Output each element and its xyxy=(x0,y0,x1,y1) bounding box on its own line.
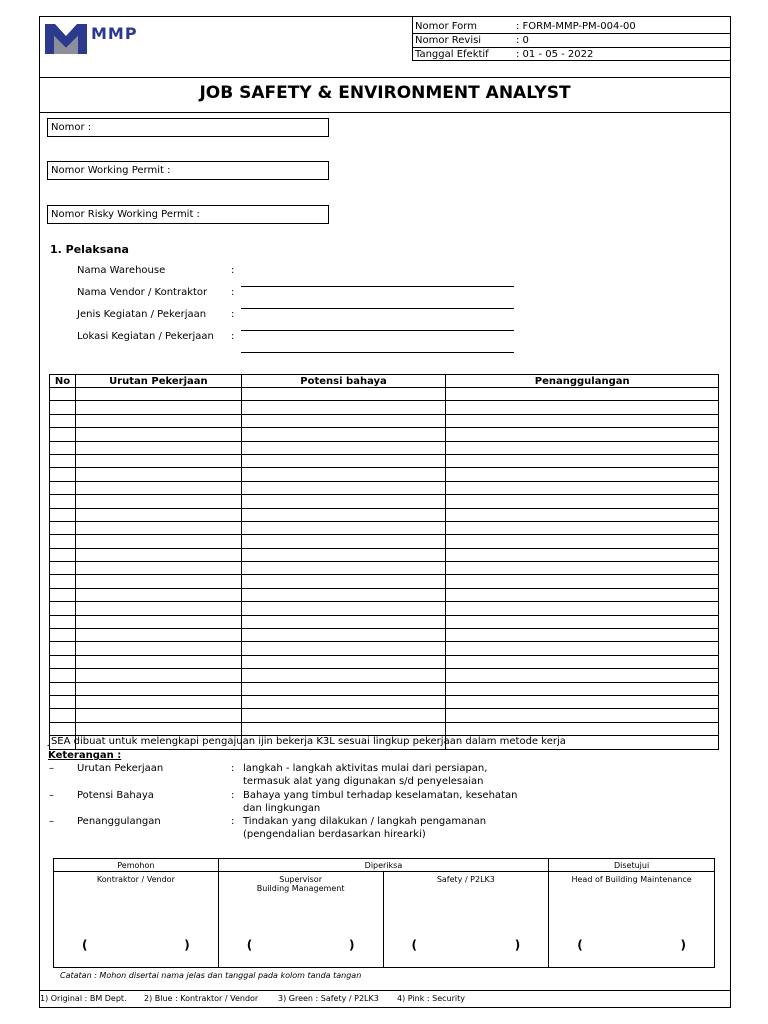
header-no: No xyxy=(50,375,76,388)
table-row xyxy=(50,709,719,722)
paren-close: ) xyxy=(349,938,355,952)
table-cell[interactable] xyxy=(446,548,719,561)
dash: – xyxy=(49,790,54,801)
colon: : xyxy=(231,287,235,298)
catatan: Catatan : Mohon disertai nama jelas dan tanggal pada kolom tanda tangan xyxy=(60,971,362,980)
table-cell[interactable] xyxy=(241,414,446,427)
meta-value-revisi: : 0 xyxy=(516,35,529,46)
table-row xyxy=(50,575,719,588)
table-row xyxy=(50,495,719,508)
table-cell[interactable] xyxy=(241,428,446,441)
table-cell[interactable] xyxy=(50,441,76,454)
table-cell[interactable] xyxy=(446,588,719,601)
table-cell[interactable] xyxy=(241,562,446,575)
table-cell[interactable] xyxy=(446,508,719,521)
table-row xyxy=(50,669,719,682)
table-cell[interactable] xyxy=(75,575,241,588)
table-cell[interactable] xyxy=(50,709,76,722)
paren-open: ( xyxy=(246,938,253,952)
table-cell[interactable] xyxy=(446,428,719,441)
dash: – xyxy=(49,763,54,774)
table-cell[interactable] xyxy=(75,535,241,548)
table-row xyxy=(50,521,719,534)
working-permit-field[interactable]: Nomor Working Permit : xyxy=(47,161,329,180)
table-row xyxy=(50,655,719,668)
table-cell[interactable] xyxy=(50,669,76,682)
table-cell[interactable] xyxy=(446,682,719,695)
table-cell[interactable] xyxy=(241,401,446,414)
group-diperiksa: Diperiksa xyxy=(218,859,548,872)
table-cell[interactable] xyxy=(75,602,241,615)
table-cell[interactable] xyxy=(75,669,241,682)
table-cell[interactable] xyxy=(50,414,76,427)
table-row xyxy=(50,642,719,655)
table-cell[interactable] xyxy=(75,468,241,481)
label-lokasi: Lokasi Kegiatan / Pekerjaan xyxy=(77,331,214,342)
term-penanggulangan: Penanggulangan xyxy=(77,816,161,827)
meta-value-form: : FORM-MMP-PM-004-00 xyxy=(516,21,636,32)
dash: – xyxy=(49,816,54,827)
table-cell[interactable] xyxy=(241,602,446,615)
table-cell[interactable] xyxy=(75,695,241,708)
table-cell[interactable] xyxy=(241,615,446,628)
colon: : xyxy=(231,790,235,801)
table-cell[interactable] xyxy=(241,468,446,481)
desc-penanggulangan-1: Tindakan yang dilakukan / langkah pengamanan xyxy=(243,816,487,827)
sig-title-supervisor: Supervisor xyxy=(279,875,322,884)
section-heading: 1. Pelaksana xyxy=(50,243,129,256)
colon: : xyxy=(231,309,235,320)
table-cell[interactable] xyxy=(75,655,241,668)
desc-penanggulangan-2: (pengendalian berdasarkan hirearki) xyxy=(243,829,426,840)
table-row xyxy=(50,454,719,467)
table-cell[interactable] xyxy=(75,615,241,628)
table-row xyxy=(50,401,719,414)
label-jenis: Jenis Kegiatan / Pekerjaan xyxy=(77,309,207,320)
table-cell[interactable] xyxy=(241,481,446,494)
table-cell[interactable] xyxy=(50,548,76,561)
table-cell[interactable] xyxy=(446,642,719,655)
colon: : xyxy=(231,331,235,342)
table-cell[interactable] xyxy=(75,521,241,534)
table-cell[interactable] xyxy=(446,709,719,722)
sig-title-kontraktor: Kontraktor / Vendor xyxy=(96,875,175,884)
table-cell[interactable] xyxy=(50,588,76,601)
table-row xyxy=(50,441,719,454)
table-cell[interactable] xyxy=(75,388,241,401)
table-cell[interactable] xyxy=(241,709,446,722)
paren-close: ) xyxy=(514,938,521,952)
table-cell[interactable] xyxy=(75,629,241,642)
table-cell[interactable] xyxy=(75,548,241,561)
table-cell[interactable] xyxy=(50,535,76,548)
table-cell[interactable] xyxy=(50,642,76,655)
table-cell[interactable] xyxy=(50,468,76,481)
table-cell[interactable] xyxy=(50,495,76,508)
sig-cell-head[interactable] xyxy=(549,872,715,968)
table-row xyxy=(50,615,719,628)
sig-sub-supervisor: Building Management xyxy=(256,884,345,893)
table-cell[interactable] xyxy=(241,388,446,401)
copy-original: 1) Original : BM Dept. xyxy=(40,994,127,1003)
sig-title-head: Head of Building Maintenance xyxy=(571,875,692,884)
table-cell[interactable] xyxy=(446,454,719,467)
table-cell[interactable] xyxy=(50,562,76,575)
table-cell[interactable] xyxy=(241,669,446,682)
paren-close: ) xyxy=(680,938,686,952)
desc-potensi-1: Bahaya yang timbul terhadap keselamatan, kesehatan xyxy=(243,790,518,801)
table-cell[interactable] xyxy=(75,495,241,508)
table-cell[interactable] xyxy=(50,575,76,588)
table-cell[interactable] xyxy=(75,642,241,655)
table-cell[interactable] xyxy=(75,682,241,695)
table-cell[interactable] xyxy=(446,414,719,427)
paren-open: ( xyxy=(82,938,88,952)
meta-value-tanggal: : 01 - 05 - 2022 xyxy=(516,49,594,60)
logo-text: MMP xyxy=(91,24,138,43)
nomor-field[interactable]: Nomor : xyxy=(47,118,329,137)
table-row xyxy=(50,695,719,708)
table-cell[interactable] xyxy=(241,508,446,521)
table-cell[interactable] xyxy=(50,682,76,695)
table-cell[interactable] xyxy=(446,468,719,481)
table-cell[interactable] xyxy=(446,441,719,454)
table-cell[interactable] xyxy=(241,548,446,561)
table-cell[interactable] xyxy=(446,629,719,642)
table-cell[interactable] xyxy=(75,588,241,601)
table-row xyxy=(50,481,719,494)
table-cell[interactable] xyxy=(50,428,76,441)
table-cell[interactable] xyxy=(446,562,719,575)
table-cell[interactable] xyxy=(75,414,241,427)
desc-urutan-2: termasuk alat yang digunakan s/d penyelesaian xyxy=(243,776,484,787)
term-urutan: Urutan Pekerjaan xyxy=(77,763,164,774)
copy-blue: 2) Blue : Kontraktor / Vendor xyxy=(144,994,259,1003)
mmp-logo xyxy=(43,20,89,56)
table-cell[interactable] xyxy=(75,562,241,575)
table-cell[interactable] xyxy=(75,722,241,735)
desc-urutan-1: langkah - langkah aktivitas mulai dari persiapan, xyxy=(243,763,488,774)
signature-table xyxy=(53,858,715,968)
header-potensi: Potensi bahaya xyxy=(241,375,446,388)
jsea-note: JSEA dibuat untuk melengkapi pengajuan ijin bekerja K3L sesuai lingkup pekerjaan dalam metode kerja xyxy=(48,736,566,747)
paren-close: ) xyxy=(184,938,190,952)
table-cell[interactable] xyxy=(446,695,719,708)
table-cell[interactable] xyxy=(50,401,76,414)
table-cell[interactable] xyxy=(446,388,719,401)
table-row xyxy=(50,508,719,521)
table-cell[interactable] xyxy=(50,629,76,642)
meta-label-tanggal: Tanggal Efektif xyxy=(415,49,489,60)
table-cell[interactable] xyxy=(241,521,446,534)
line-jenis[interactable] xyxy=(241,330,514,331)
table-cell[interactable] xyxy=(241,655,446,668)
line-vendor[interactable] xyxy=(241,308,514,309)
sig-cell-safety[interactable] xyxy=(383,872,549,968)
copy-pink: 4) Pink : Security xyxy=(397,994,465,1003)
table-cell[interactable] xyxy=(446,615,719,628)
table-cell[interactable] xyxy=(50,454,76,467)
table-cell[interactable] xyxy=(241,454,446,467)
line-warehouse[interactable] xyxy=(241,286,514,287)
sig-cell-supervisor[interactable] xyxy=(218,872,383,968)
table-cell[interactable] xyxy=(446,481,719,494)
table-row xyxy=(50,548,719,561)
table-cell[interactable] xyxy=(446,602,719,615)
table-cell[interactable] xyxy=(446,655,719,668)
table-cell[interactable] xyxy=(50,388,76,401)
jsea-table xyxy=(49,374,719,750)
table-cell[interactable] xyxy=(50,655,76,668)
table-row xyxy=(50,562,719,575)
label-warehouse: Nama Warehouse xyxy=(77,265,166,276)
desc-potensi-2: dan lingkungan xyxy=(243,803,321,814)
table-cell[interactable] xyxy=(446,521,719,534)
header-urutan: Urutan Pekerjaan xyxy=(75,375,241,388)
paren-open: ( xyxy=(411,938,417,952)
table-cell[interactable] xyxy=(50,695,76,708)
table-cell[interactable] xyxy=(50,508,76,521)
table-cell[interactable] xyxy=(446,722,719,735)
colon: : xyxy=(231,816,235,827)
colon: : xyxy=(231,763,235,774)
page-title: JOB SAFETY & ENVIRONMENT ANALYST xyxy=(199,83,571,103)
copy-green: 3) Green : Safety / P2LK3 xyxy=(278,994,379,1003)
header-penanggulangan: Penanggulangan xyxy=(446,375,719,388)
table-cell[interactable] xyxy=(75,441,241,454)
table-cell[interactable] xyxy=(241,441,446,454)
table-cell[interactable] xyxy=(50,615,76,628)
table-cell[interactable] xyxy=(75,709,241,722)
table-cell[interactable] xyxy=(75,508,241,521)
term-potensi: Potensi Bahaya xyxy=(77,790,154,801)
table-cell[interactable] xyxy=(241,682,446,695)
table-row xyxy=(50,388,719,401)
table-cell[interactable] xyxy=(241,588,446,601)
table-row xyxy=(50,722,719,735)
table-cell[interactable] xyxy=(241,629,446,642)
table-row xyxy=(50,682,719,695)
table-row xyxy=(50,535,719,548)
sig-cell-kontraktor[interactable] xyxy=(54,872,219,968)
table-cell[interactable] xyxy=(241,722,446,735)
table-row xyxy=(50,428,719,441)
sig-title-safety: Safety / P2LK3 xyxy=(436,875,495,884)
risky-permit-field[interactable]: Nomor Risky Working Permit : xyxy=(47,205,329,224)
table-cell[interactable] xyxy=(50,521,76,534)
table-cell[interactable] xyxy=(241,575,446,588)
table-row xyxy=(50,414,719,427)
table-cell[interactable] xyxy=(446,575,719,588)
table-cell[interactable] xyxy=(50,722,76,735)
meta-label-revisi: Nomor Revisi xyxy=(415,35,482,46)
table-cell[interactable] xyxy=(50,481,76,494)
table-row xyxy=(50,588,719,601)
table-cell[interactable] xyxy=(75,401,241,414)
group-disetujui: Disetujui xyxy=(549,859,715,872)
line-lokasi[interactable] xyxy=(241,352,514,353)
table-cell[interactable] xyxy=(75,454,241,467)
table-cell[interactable] xyxy=(241,495,446,508)
meta-label-form: Nomor Form xyxy=(415,21,477,32)
table-cell[interactable] xyxy=(241,695,446,708)
group-pemohon: Pemohon xyxy=(54,859,219,872)
table-row xyxy=(50,468,719,481)
table-row xyxy=(50,629,719,642)
table-cell[interactable] xyxy=(75,481,241,494)
colon: : xyxy=(231,265,235,276)
table-cell[interactable] xyxy=(446,401,719,414)
table-row xyxy=(50,602,719,615)
table-cell[interactable] xyxy=(75,428,241,441)
table-cell[interactable] xyxy=(446,495,719,508)
table-cell[interactable] xyxy=(241,535,446,548)
table-cell[interactable] xyxy=(446,669,719,682)
keterangan-heading: Keterangan : xyxy=(48,750,122,761)
table-cell[interactable] xyxy=(50,602,76,615)
table-cell[interactable] xyxy=(446,535,719,548)
table-cell[interactable] xyxy=(241,642,446,655)
label-vendor: Nama Vendor / Kontraktor xyxy=(77,287,208,298)
paren-open: ( xyxy=(577,938,583,952)
